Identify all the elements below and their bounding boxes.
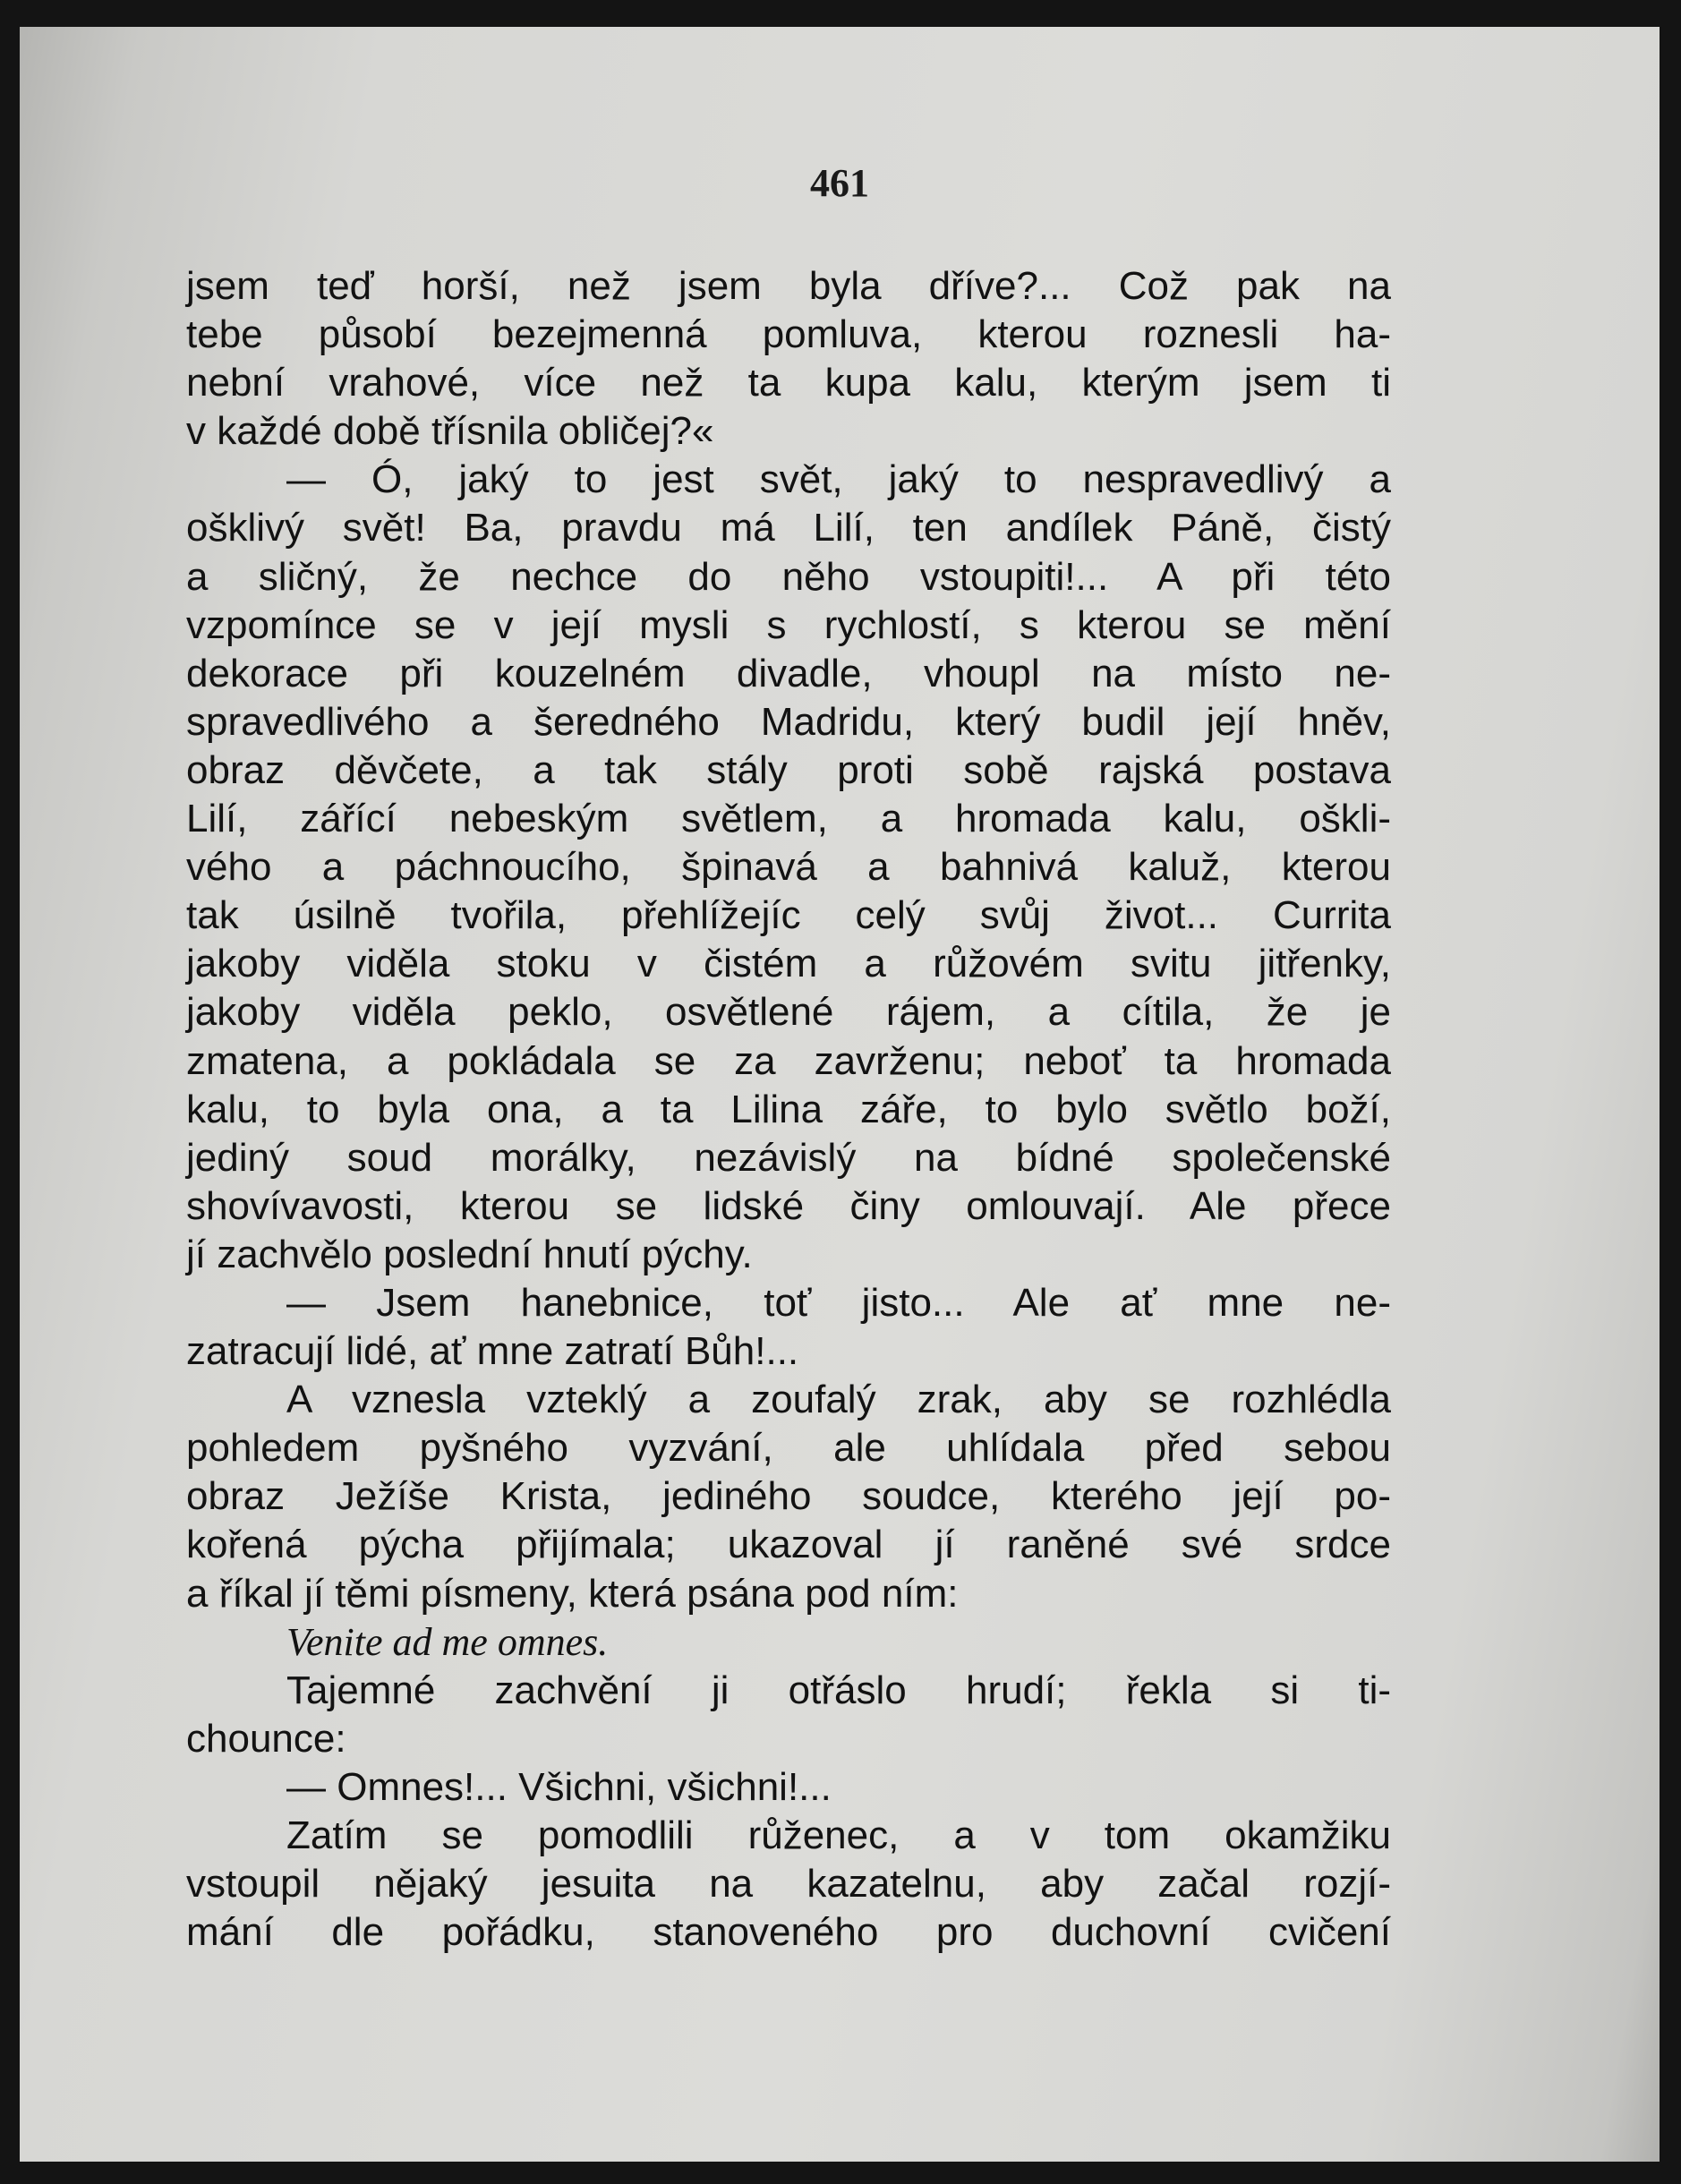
text-line: vého a páchnoucího, špinavá a bahnivá kaluž, kterou xyxy=(186,845,1391,890)
text-line: vzpomínce se v její mysli s rychlostí, s kterou se mění xyxy=(186,602,1391,647)
text-line: v každé době třísnila obličej?« xyxy=(186,409,714,454)
text-line: a říkal jí těmi písmeny, která psána pod ním: xyxy=(186,1571,959,1616)
latin-quote: Venite ad me omnes. xyxy=(286,1619,609,1664)
text-line: kořená pýcha přijímala; ukazoval jí raněné své srdce xyxy=(186,1523,1391,1567)
text-line: shovívavosti, kterou se lidské činy omlouvají. Ale přece xyxy=(186,1183,1391,1228)
text-line: chounce: xyxy=(186,1716,346,1761)
page-number: 461 xyxy=(810,161,869,205)
text-line: Zatím se pomodlili růženec, a v tom okamžiku xyxy=(286,1813,1391,1857)
body-text xyxy=(186,262,1391,1957)
text-line: vstoupil nějaký jesuita na kazatelnu, aby začal rozjí- xyxy=(186,1862,1391,1907)
text-line: nební vrahové, více než ta kupa kalu, kterým jsem ti xyxy=(186,361,1391,405)
text-line: mání dle pořádku, stanoveného pro duchovní cvičení xyxy=(186,1910,1391,1955)
text-line: obraz Ježíše Krista, jediného soudce, kterého její po- xyxy=(186,1474,1391,1519)
text-line: a sličný, že nechce do něho vstoupiti!... A při této xyxy=(186,554,1391,599)
text-line: pohledem pyšného vyzvání, ale uhlídala před sebou xyxy=(186,1426,1391,1471)
text-line: jsem teď horší, než jsem byla dříve?... Což pak na xyxy=(186,264,1391,308)
text-line: A vznesla vzteklý a zoufalý zrak, aby se rozhlédla xyxy=(286,1378,1391,1422)
text-line: jakoby viděla peklo, osvětlené rájem, a cítila, že je xyxy=(186,990,1391,1035)
text-line: zmatena, a pokládala se za zavrženu; neboť ta hromada xyxy=(186,1038,1391,1083)
text-line: — Omnes!... Všichni, všichni!... xyxy=(286,1764,832,1809)
text-line: jí zachvělo poslední hnutí pýchy. xyxy=(186,1232,753,1276)
text-line: obraz děvčete, a tak stály proti sobě rajská postava xyxy=(186,747,1391,792)
book-page xyxy=(20,27,1660,2162)
text-line: dekorace při kouzelném divadle, vhoupl na místo ne- xyxy=(186,651,1391,695)
text-line: Lilí, zářící nebeským světlem, a hromada kalu, oškli- xyxy=(186,797,1391,841)
text-line: ošklivý svět! Ba, pravdu má Lilí, ten andílek Páně, čistý xyxy=(186,506,1391,550)
text-line: tebe působí bezejmenná pomluva, kterou roznesli ha- xyxy=(186,312,1391,357)
text-line: jakoby viděla stoku v čistém a růžovém svitu jitřenky, xyxy=(186,942,1391,986)
text-line: spravedlivého a šeredného Madridu, který budil její hněv, xyxy=(186,699,1391,744)
text-line: zatracují lidé, ať mne zatratí Bůh!... xyxy=(186,1329,799,1374)
text-line: — Ó, jaký to jest svět, jaký to nespravedlivý a xyxy=(286,457,1391,502)
text-line: — Jsem hanebnice, toť jisto... Ale ať mne ne- xyxy=(286,1280,1391,1325)
text-line: kalu, to byla ona, a ta Lilina záře, to bylo světlo boží, xyxy=(186,1087,1391,1131)
text-line: Tajemné zachvění ji otřáslo hrudí; řekla si ti- xyxy=(286,1668,1391,1712)
text-line: jediný soud morálky, nezávislý na bídné společenské xyxy=(186,1135,1391,1180)
text-line: tak úsilně tvořila, přehlížejíc celý svůj život... Currita xyxy=(186,893,1391,938)
